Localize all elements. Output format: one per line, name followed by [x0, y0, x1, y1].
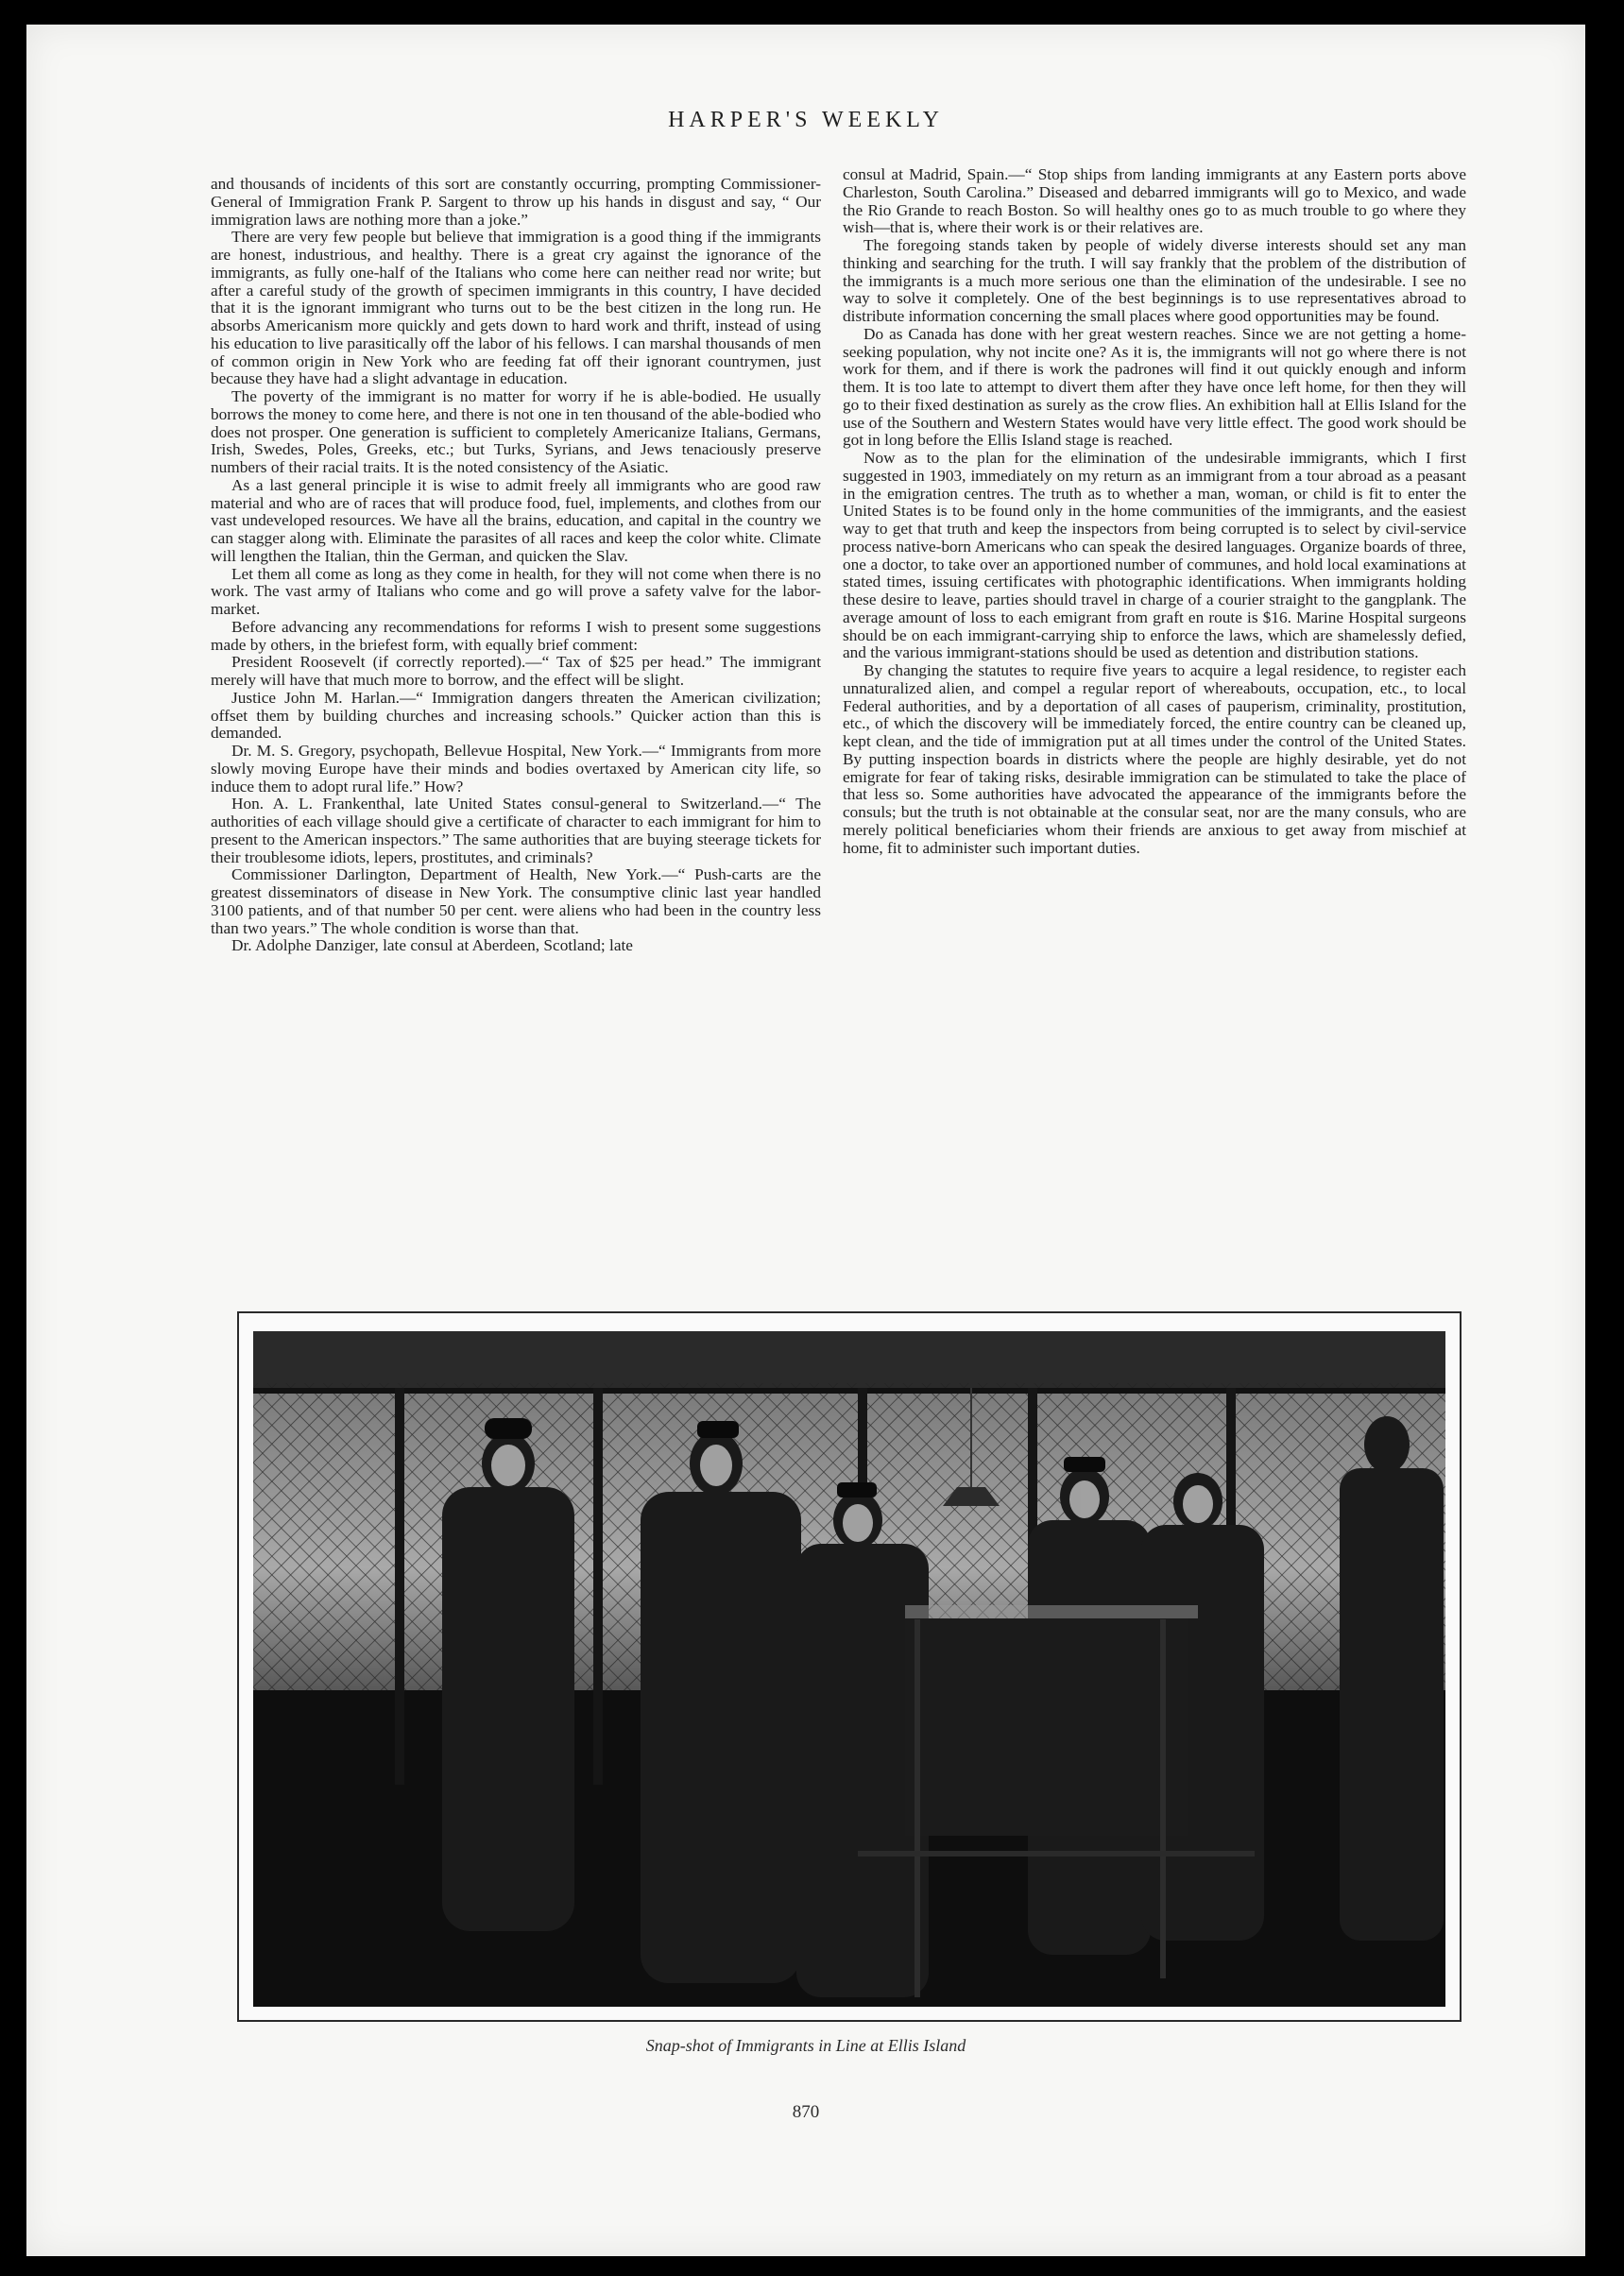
magazine-page [26, 25, 1585, 2256]
paragraph: The foregoing stands taken by people of widely diverse interests should set any man thinking and searching for the truth. I will say frankly that the problem of the distribution of the immigrants is a much more serious one than the elimination of the undesirable. I see no way to solve it completely. One of the best beginnings is to use representatives abroad to distribute information concerning the small places where good opportunities may be found. [843, 236, 1466, 325]
paragraph: Hon. A. L. Frankenthal, late United States consul-general to Switzerland.—“ The authorities of each village should give a certificate of character to each immigrant for him to present to the American inspectors.” The same authorities that are buying steerage tickets for their troublesome idiots, lepers, prostitutes, and criminals? [211, 795, 821, 866]
photograph-frame [237, 1311, 1462, 2022]
paragraph: consul at Madrid, Spain.—“ Stop ships from landing immigrants at any Eastern ports above Charleston, South Carolina.” Diseased and debarred immigrants will go to Mexico, and wade the Rio Grande to reach Boston. So will healthy ones go to as much trouble to go where they wish—that is, where their work is or their relatives are. [843, 165, 1466, 237]
paragraph: Commissioner Darlington, Department of Health, New York.—“ Push-carts are the greatest disseminators of disease in New York. The consumptive clinic last year handled 3100 patients, and of that number 50 per cent. were aliens who had been in the country less than two years.” The whole condition is worse than that. [211, 865, 821, 937]
photograph-illustration [253, 1331, 1445, 2007]
left-column [211, 176, 821, 955]
paragraph: The poverty of the immigrant is no matter for worry if he is able-bodied. He usually borrows the money to come here, and there is not one in ten thousand of the able-bodied who does not prosper. One generation is sufficient to completely Americanize Italians, Germans, Irish, Swedes, Poles, Greeks, etc.; but Turks, Syrians, and Jews tenaciously preserve numbers of their racial traits. It is the noted consistency of the Asiatic. [211, 387, 821, 476]
ellis-island-photograph [253, 1331, 1445, 2007]
right-column [843, 166, 1466, 857]
photo-caption: Snap-shot of Immigrants in Line at Ellis Island [645, 2036, 966, 2055]
paragraph: President Roosevelt (if correctly reported).—“ Tax of $25 per head.” The immigrant merely will have that much more to borrow, and the effect will be slight. [211, 653, 821, 689]
paragraph: Do as Canada has done with her great western reaches. Since we are not getting a home-seeking population, why not incite one? As it is, the immigrants will not go where there is not work for them, and if there is work the padrones will find it out quickly enough and inform them. It is too late to attempt to divert them after they have once left home, for then they will go to their fixed destination as surely as the crow flies. An exhibition hall at Ellis Island for the use of the Southern and Western States would have very little effect. The good work should be got in long before the Ellis Island stage is reached. [843, 324, 1466, 450]
paragraph: Now as to the plan for the elimination of the undesirable immigrants, which I first suggested in 1903, immediately on my return as an immigrant from a tour abroad as a peasant in the emigration centres. The truth as to whether a man, woman, or child is fit to enter the United States is to be found only in the home communities of the immigrants, and the easiest way to get that truth and keep the inspectors from being corrupted is to select by civil-service process native-born Americans who can speak the desired languages. Organize boards of three, one a doctor, to take over an apportioned number of communes, and hold local examinations at stated times, issuing certificates with photographic identifications. When immigrants holding these desire to leave, parties should travel in charge of a courier straight to the gangplank. The average amount of loss to each emigrant from graft en route is $16. Marine Hospital surgeons should be on each immigrant-carrying ship to enforce the laws, which are shamelessly defied, and the various immigrant-stations should be used as detention and distribution stations. [843, 449, 1466, 662]
paragraph: Before advancing any recommendations for reforms I wish to present some suggestions made by others, in the briefest form, with equally brief comment: [211, 617, 821, 654]
masthead: HARPER'S WEEKLY [668, 108, 944, 132]
paragraph: and thousands of incidents of this sort are constantly occurring, prompting Commissioner-General of Immigration Frank P. Sargent to throw up his hands in disgust and say, “ Our immigration laws are nothing more than a joke.” [211, 175, 821, 229]
paragraph: As a last general principle it is wise to admit freely all immigrants who are good raw material and who are of races that will produce food, fuel, implements, and clothes from our vast undeveloped resources. We have all the brains, education, and capital in the country we can stagger along with. Eliminate the parasites of all races and keep the color white. Climate will lengthen the Italian, thin the German, and quicken the Slav. [211, 475, 821, 565]
paragraph: Let them all come as long as they come in health, for they will not come when there is no work. The vast army of Italians who come and go will prove a safety valve for the labor-market. [211, 564, 821, 618]
paragraph: There are very few people but believe that immigration is a good thing if the immigrants are honest, industrious, and healthy. There is a great cry against the ignorance of the immigrants, as fully one-half of the Italians who come here can neither read nor write; but after a careful study of the growth of specimen immigrants in this country, I have decided that it is the ignorant immigrant who turns out to be the best citizen in the long run. He absorbs Americanism more quickly and gets down to hard work and thrift, instead of using his education to live parasitically off the labor of his fellows. I can marshal thousands of men of common origin in New York who are feeding fat off their ignorant countrymen, just because they have had a slight advantage in education. [211, 228, 821, 388]
paragraph: By changing the statutes to require five years to acquire a legal residence, to register each unnaturalized alien, and compel a regular report of whereabouts, occupation, etc., to local Federal authorities, and by a deportation of all cases of pauperism, criminality, prostitution, etc., of which the discovery will be immediately forced, the entire country can be cleaned up, kept clean, and the tide of immigration put at all times under the control of the United States. By putting inspection boards in districts where the people are highly desirable, yet do not emigrate for fear of taking risks, desirable immigration can be stimulated to take the place of that less so. Some authorities have advocated the appearance of the immigrants before the consuls; but the truth is not obtainable at the consular seat, nor are the many consuls, who are merely political beneficiaries whom their friends are anxious to get away from mischief at home, fit to administer such important duties. [843, 661, 1466, 857]
paragraph: Dr. Adolphe Danziger, late consul at Aberdeen, Scotland; late [231, 936, 633, 955]
paragraph: Justice John M. Harlan.—“ Immigration dangers threaten the American civilization; offset them by building churches and increasing schools.” Quicker action than this is demanded. [211, 688, 821, 743]
page-number: 870 [792, 2102, 820, 2122]
paragraph: Dr. M. S. Gregory, psychopath, Bellevue Hospital, New York.—“ Immigrants from more slowly moving Europe have their minds and bodies overtaxed by American city life, so induce them to adopt rural life.” How? [211, 742, 821, 796]
